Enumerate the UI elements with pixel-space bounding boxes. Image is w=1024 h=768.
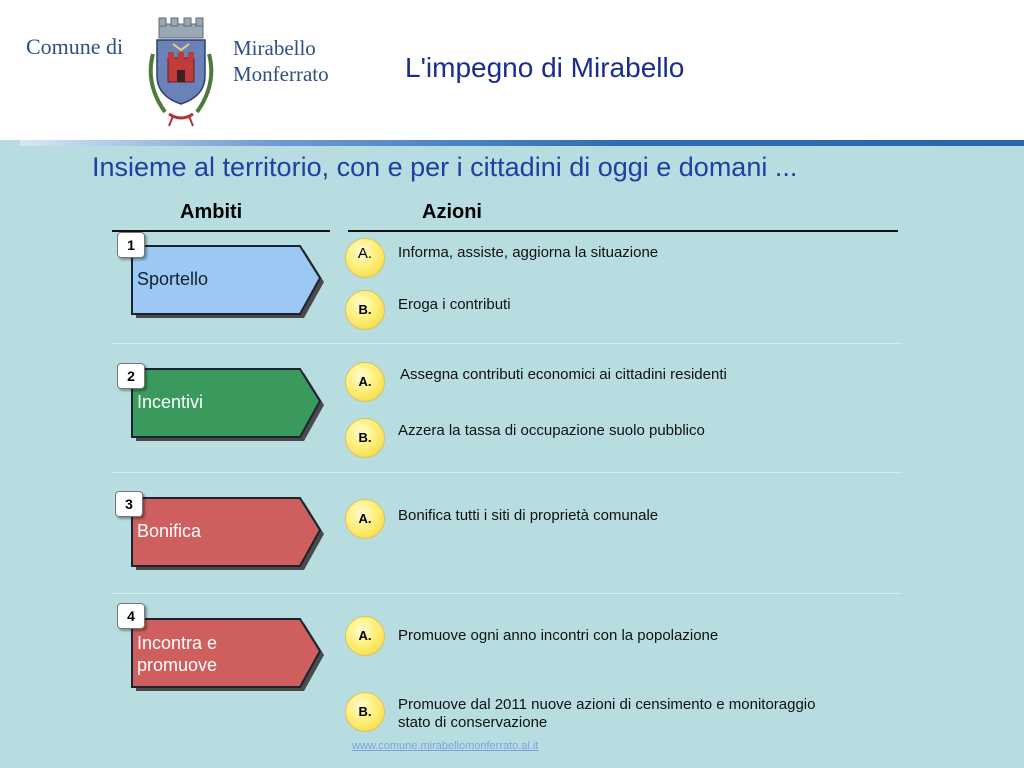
action-badge: B.	[345, 418, 385, 458]
ambito-number: 1	[117, 232, 145, 258]
action-text: Informa, assiste, aggiorna la situazione	[398, 244, 659, 261]
action-text: Azzera la tassa di occupazione suolo pubblico	[398, 422, 705, 439]
slide-title: L'impegno di Mirabello	[405, 52, 685, 83]
ambiti-underline	[112, 230, 330, 232]
ambito-label-sportello: Sportello	[137, 269, 209, 289]
comune-label: Comune di	[26, 34, 124, 59]
ambito-number: 3	[115, 491, 143, 517]
ambito-number: 2	[117, 363, 145, 389]
action-text: Eroga i contributi	[398, 296, 511, 313]
action-badge: A.	[345, 238, 385, 278]
row-separator	[112, 343, 902, 344]
action-badge: A.	[345, 616, 385, 656]
row-separator	[112, 593, 902, 594]
action-text: Promuove ogni anno incontri con la popolazione	[398, 627, 719, 644]
ambito-label-incentivi: Incentivi	[137, 392, 204, 412]
action-badge: A.	[345, 362, 385, 402]
action-text: Promuove dal 2011 nuove azioni di censimento e monitoraggio stato di conservazione	[398, 696, 816, 731]
town-crest-logo	[143, 14, 219, 128]
action-text: Bonifica tutti i siti di proprietà comunale	[398, 507, 659, 524]
website-link[interactable]: www.comune.mirabellomonferrato.al.it	[352, 740, 539, 752]
slide-subtitle: Insieme al territorio, con e per i cittadini di oggi e domani ...	[92, 152, 798, 182]
town-name-line1: Mirabello	[233, 36, 316, 60]
ambito-label-incontra-promuove: Incontra e promuove	[137, 633, 218, 675]
action-badge: B.	[345, 290, 385, 330]
azioni-underline	[348, 230, 898, 232]
ambito-number: 4	[117, 603, 145, 629]
town-name-line2: Monferrato	[233, 62, 329, 86]
ambito-label-bonifica: Bonifica	[137, 521, 202, 541]
row-separator	[112, 472, 902, 473]
column-header-azioni: Azioni	[422, 201, 482, 223]
action-text: Assegna contributi economici ai cittadini residenti	[400, 366, 727, 383]
column-header-ambiti: Ambiti	[180, 201, 243, 223]
header-divider	[20, 140, 1024, 146]
action-badge: A.	[345, 499, 385, 539]
action-badge: B.	[345, 692, 385, 732]
